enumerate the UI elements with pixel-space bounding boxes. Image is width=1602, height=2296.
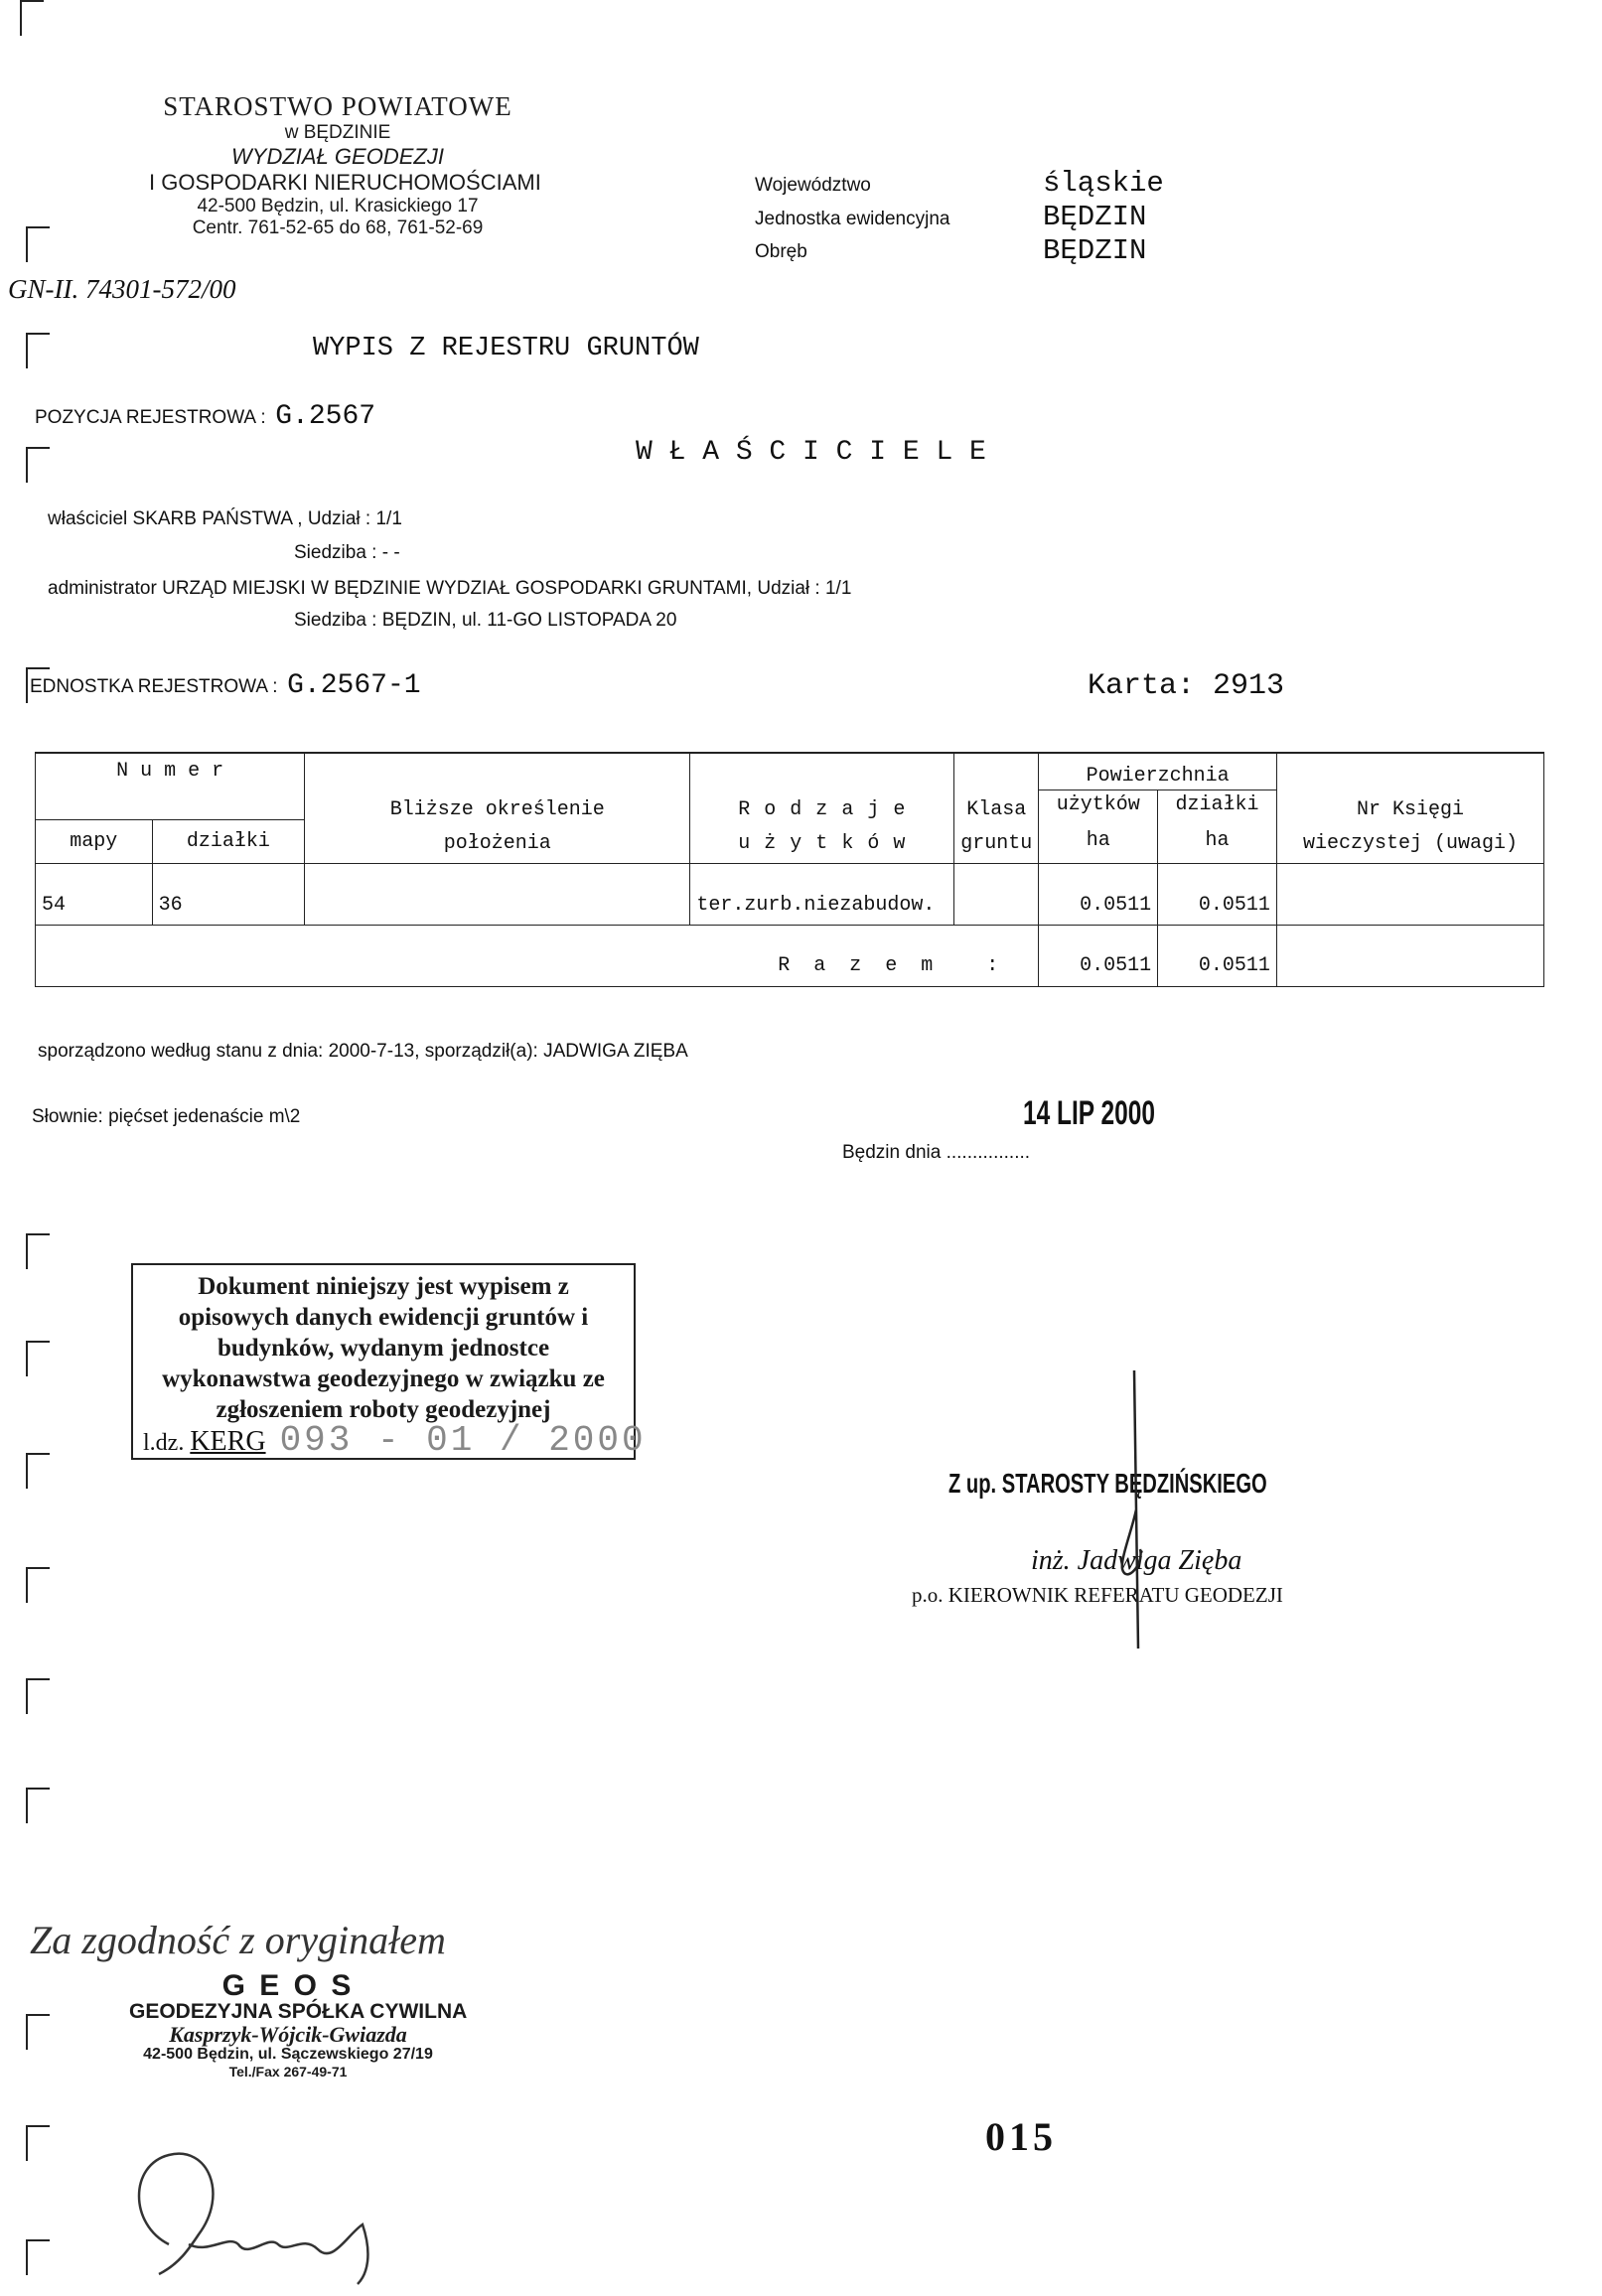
total-label: R a z e m [778, 954, 940, 978]
administrator-seat: Siedziba : BĘDZIN, ul. 11-GO LISTOPADA 20 [294, 610, 677, 631]
binder-mark [26, 1341, 50, 1376]
ldz-label: l.dz. [143, 1430, 185, 1456]
header-numer: N u m e r [36, 752, 305, 789]
signature-authority: Z up. STAROSTY BĘDZIŃSKIEGO [948, 1468, 1267, 1499]
precinct-label: Obręb [755, 241, 807, 262]
card-number [1088, 669, 1284, 703]
handwritten-initials [119, 2115, 397, 2294]
header-class-1: Klasa [966, 797, 1027, 821]
stamp-line: 42-500 Będzin, ul. Sączewskiego 27/19 [143, 2046, 433, 2063]
total-area-usage: 0.0511 [1039, 946, 1158, 986]
stamp-line: 42-500 Będzin, ul. Krasickiego 17 [197, 196, 479, 216]
company-stamp [129, 1969, 468, 2080]
binder-mark [26, 447, 50, 483]
header-location-1: Bliższe określenie [389, 797, 605, 821]
header-location [305, 752, 690, 863]
header-class [954, 752, 1039, 863]
header-area: Powierzchnia [1039, 752, 1277, 789]
office-stamp [149, 91, 541, 239]
total-row [36, 946, 1544, 986]
signatory-role: p.o. KIEROWNIK REFERATU GEODEZJI [912, 1583, 1283, 1607]
stamp-line: G E O S [221, 1969, 355, 2002]
voivodeship-value: śląskie [1043, 167, 1164, 200]
cell-map: 54 [36, 887, 153, 925]
total-label-cell [36, 946, 1039, 986]
binder-mark [26, 1678, 50, 1714]
stamp-line: Kasprzyk-Wójcik-Gwiazda [169, 2022, 407, 2047]
stamp-line: w BĘDZINIE [284, 122, 391, 143]
unit-reg-label: EDNOSTKA REJESTROWA : [30, 676, 278, 697]
cell-location [305, 887, 690, 925]
header-ha-parcel: ha [1158, 819, 1277, 863]
header-area-parcel: działki [1158, 789, 1277, 819]
notice-box [131, 1263, 647, 1461]
stamp-line: I GOSPODARKI NIERUCHOMOŚCIAMI [149, 170, 541, 195]
binder-mark [26, 2014, 50, 2050]
administrator-line: administrator URZĄD MIEJSKI W BĘDZINIE WYDZIAŁ GOSPODARKI GRUNTAMI, Udział : 1/1 [48, 578, 852, 599]
header-land-book-1: Nr Księgi [1356, 797, 1464, 821]
binder-mark [26, 333, 50, 368]
unit-value: BĘDZIN [1043, 201, 1147, 233]
header-class-2: gruntu [960, 831, 1033, 855]
header-location-2: położenia [443, 831, 551, 855]
cell-land-type: ter.zurb.niezabudow. [690, 887, 954, 925]
cell-area-usage: 0.0511 [1039, 887, 1158, 925]
header-land-type-2: u ż y t k ó w [738, 831, 907, 855]
prepared-note: sporządzono według stanu z dnia: 2000-7-13, sporządził(a): JADWIGA ZIĘBA [38, 1041, 688, 1062]
date-stamp: 14 LIP 2000 [1023, 1094, 1155, 1132]
ldz-kerg: KERG [190, 1426, 266, 1457]
signatory-name: inż. Jadwiga Zięba [1031, 1545, 1242, 1576]
header-parcel: działki [152, 819, 305, 863]
header-land-type-1: R o d z a j e [738, 797, 907, 821]
handwritten-signature [1092, 1370, 1172, 1649]
binder-mark [26, 226, 50, 262]
ldz-value: 093 - 01 / 2000 [279, 1420, 647, 1461]
owner-line: właściciel SKARB PAŃSTWA , Udział : 1/1 [48, 508, 402, 529]
precinct-value: BĘDZIN [1043, 234, 1147, 267]
cell-land-book [1276, 887, 1543, 925]
header-land-type [690, 752, 954, 863]
header-ha-usage: ha [1039, 819, 1158, 863]
card-label: Karta: [1088, 669, 1196, 703]
position-label: POZYCJA REJESTROWA : [35, 407, 266, 428]
place-date: Będzin dnia ................ [842, 1142, 1031, 1163]
table-row [36, 887, 1544, 925]
header-spacer [36, 789, 305, 819]
owner-seat: Siedziba : - - [294, 542, 400, 563]
header-area-usage: użytków [1039, 789, 1158, 819]
total-area-parcel: 0.0511 [1158, 946, 1277, 986]
binder-mark [20, 0, 44, 36]
owners-heading: W Ł A Ś C I C I E L E [636, 437, 986, 468]
binder-mark [26, 1453, 50, 1489]
total-land-book [1276, 946, 1543, 986]
stamp-line: Tel./Fax 267-49-71 [228, 2064, 348, 2080]
binder-mark [26, 1788, 50, 1823]
stamp-line: Centr. 761-52-65 do 68, 761-52-69 [192, 217, 484, 238]
binder-mark [26, 1233, 50, 1269]
stamp-line: GEODEZYJNA SPÓŁKA CYWILNA [129, 2000, 468, 2023]
unit-label: Jednostka ewidencyjna [755, 209, 950, 229]
voivodeship-label: Województwo [755, 175, 871, 196]
unit-reg-value: G.2567-1 [287, 670, 421, 701]
position-value: G.2567 [275, 401, 376, 432]
ldz-line [143, 1420, 647, 1461]
conformity-note: Za zgodność z oryginałem [30, 1918, 446, 1962]
page-number: 015 [985, 2114, 1057, 2159]
registration-unit [30, 670, 421, 701]
binder-mark [26, 2239, 50, 2275]
register-position [35, 401, 375, 432]
header-land-book-2: wieczystej (uwagi) [1302, 831, 1518, 855]
binder-mark [26, 1567, 50, 1603]
cell-class [954, 887, 1039, 925]
total-colon: : [986, 954, 999, 978]
stamp-line: STAROSTWO POWIATOWE [163, 91, 512, 121]
reference-number: GN-II. 74301-572/00 [8, 274, 236, 304]
amount-in-words: Słownie: pięćset jedenaście m\2 [32, 1106, 301, 1127]
register-table [35, 752, 1544, 987]
notice-text: Dokument niniejszy jest wypisem z opisowych danych ewidencji gruntów i budynków, wydanym jednostce wykonawstwa geodezyjnego w związku ze zgłoszeniem roboty geodezyjnej [162, 1273, 605, 1423]
header-land-book [1276, 752, 1543, 863]
binder-mark [26, 2125, 50, 2161]
stamp-line: WYDZIAŁ GEODEZJI [231, 144, 444, 169]
header-map: mapy [36, 819, 153, 863]
cell-parcel: 36 [152, 887, 305, 925]
cell-area-parcel: 0.0511 [1158, 887, 1277, 925]
document-title: WYPIS Z REJESTRU GRUNTÓW [313, 334, 699, 363]
card-value: 2913 [1213, 669, 1285, 703]
